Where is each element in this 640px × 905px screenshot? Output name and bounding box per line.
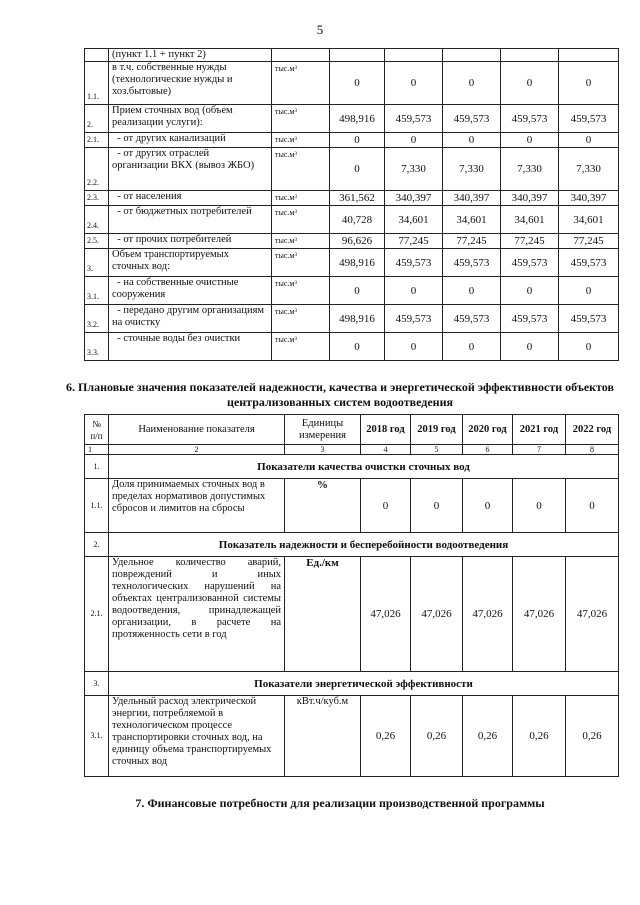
row-number: 2.1. xyxy=(85,557,109,672)
row-unit: тыс.м³ xyxy=(272,148,330,191)
column-index: 5 xyxy=(411,445,463,455)
column-index-row xyxy=(85,445,619,455)
row-value: 0 xyxy=(443,133,501,148)
row-name: - от других отраслей организации ВКХ (вывоз ЖБО) xyxy=(109,148,272,191)
row-value: 77,245 xyxy=(443,234,501,249)
section-title: Показатели качества очистки сточных вод xyxy=(109,455,619,479)
col-header-year: 2018 год xyxy=(361,415,411,445)
row-value: 0 xyxy=(411,479,463,533)
row-number: 1.1. xyxy=(85,479,109,533)
row-value: 34,601 xyxy=(501,206,559,234)
row-value: 0 xyxy=(330,333,385,361)
row-value: 0 xyxy=(501,133,559,148)
row-value: 47,026 xyxy=(566,557,619,672)
row-name: Прием сточных вод (объем реализации услуги): xyxy=(109,105,272,133)
row-value: 0 xyxy=(559,133,619,148)
section-row xyxy=(85,672,619,696)
row-unit: тыс.м³ xyxy=(272,277,330,305)
column-index: 2 xyxy=(109,445,285,455)
row-unit: тыс.м³ xyxy=(272,191,330,206)
row-name: Удельное количество аварий, повреждений и иных технологических нарушений на объектах централизованной системы водоотведения, принадлежащей организации, в расчете на протяженность сети в год xyxy=(109,557,285,672)
row-value: 459,573 xyxy=(501,105,559,133)
row-value: 459,573 xyxy=(443,249,501,277)
row-value: 34,601 xyxy=(559,206,619,234)
row-value: 0 xyxy=(385,333,443,361)
row-value: 0,26 xyxy=(411,696,463,777)
table-row xyxy=(85,191,619,206)
row-number: 2.2. xyxy=(85,148,109,191)
row-value xyxy=(443,49,501,62)
row-value: 459,573 xyxy=(443,305,501,333)
row-value: 0,26 xyxy=(513,696,566,777)
column-index: 7 xyxy=(513,445,566,455)
row-name: - сточные воды без очистки xyxy=(109,333,272,361)
row-value xyxy=(385,49,443,62)
row-number: 2. xyxy=(85,105,109,133)
row-name: в т.ч. собственные нужды (технологические нужды и хоз.бытовые) xyxy=(109,62,272,105)
col-header-name: Наименование показателя xyxy=(109,415,285,445)
table-row xyxy=(85,333,619,361)
column-index: 6 xyxy=(463,445,513,455)
row-value: 0 xyxy=(559,333,619,361)
table-row xyxy=(85,234,619,249)
row-value: 0 xyxy=(443,277,501,305)
section-number: 3. xyxy=(85,672,109,696)
row-value: 0 xyxy=(559,62,619,105)
row-value: 40,728 xyxy=(330,206,385,234)
row-value: 0 xyxy=(330,277,385,305)
table-header-row xyxy=(85,415,619,445)
row-value: 459,573 xyxy=(501,249,559,277)
row-number: 3.1. xyxy=(85,696,109,777)
row-value: 96,626 xyxy=(330,234,385,249)
row-value: 0 xyxy=(385,277,443,305)
row-value: 0 xyxy=(513,479,566,533)
column-index: 1 xyxy=(85,445,109,455)
row-unit: тыс.м³ xyxy=(272,305,330,333)
row-value: 0,26 xyxy=(566,696,619,777)
row-value: 77,245 xyxy=(559,234,619,249)
row-value: 459,573 xyxy=(559,249,619,277)
row-value: 34,601 xyxy=(385,206,443,234)
row-value: 459,573 xyxy=(385,249,443,277)
row-number: 3. xyxy=(85,249,109,277)
row-value: 498,916 xyxy=(330,105,385,133)
row-name: - от бюджетных потребителей xyxy=(109,206,272,234)
row-name: - от населения xyxy=(109,191,272,206)
section-number: 1. xyxy=(85,455,109,479)
col-header-unit: Единицы измерения xyxy=(285,415,361,445)
page-number: 5 xyxy=(316,22,324,37)
row-value: 7,330 xyxy=(559,148,619,191)
row-value: 459,573 xyxy=(501,305,559,333)
section-row xyxy=(85,455,619,479)
indicators-table xyxy=(84,414,619,777)
row-number: 3.2. xyxy=(85,305,109,333)
row-value: 47,026 xyxy=(411,557,463,672)
table-row xyxy=(85,479,619,533)
row-unit: тыс.м³ xyxy=(272,333,330,361)
row-value: 498,916 xyxy=(330,249,385,277)
row-name: (пункт 1.1 + пункт 2) xyxy=(109,49,272,62)
row-number xyxy=(85,49,109,62)
row-value xyxy=(559,49,619,62)
row-value: 47,026 xyxy=(361,557,411,672)
row-name: - от прочих потребителей xyxy=(109,234,272,249)
table-row xyxy=(85,133,619,148)
row-name: Доля принимаемых сточных вод в пределах нормативов допустимых сбросов и лимитов на сбросы xyxy=(109,479,285,533)
section-title: Показатели энергетической эффективности xyxy=(109,672,619,696)
row-value: 7,330 xyxy=(385,148,443,191)
row-value xyxy=(330,49,385,62)
row-name: Объем транспортируемых сточных вод: xyxy=(109,249,272,277)
column-index: 4 xyxy=(361,445,411,455)
row-value: 0 xyxy=(385,62,443,105)
col-header-year: 2020 год xyxy=(463,415,513,445)
row-value: 77,245 xyxy=(501,234,559,249)
row-value: 459,573 xyxy=(443,105,501,133)
wastewater-volumes-table xyxy=(84,48,619,361)
row-number: 2.5. xyxy=(85,234,109,249)
row-name: Удельный расход электрической энергии, потребляемой в технологическом процессе транспортировки сточных вод, на единицу объема транспортируемых сточных вод xyxy=(109,696,285,777)
row-value: 459,573 xyxy=(385,105,443,133)
row-value: 0 xyxy=(385,133,443,148)
row-value: 0 xyxy=(361,479,411,533)
col-header-year: 2022 год xyxy=(566,415,619,445)
row-value: 0 xyxy=(330,62,385,105)
column-index: 3 xyxy=(285,445,361,455)
row-value: 0,26 xyxy=(361,696,411,777)
row-value: 0 xyxy=(330,148,385,191)
row-value: 498,916 xyxy=(330,305,385,333)
section-6-heading: 6. Плановые значения показателей надежности, качества и энергетической эффективности объектов централизованных систем водоотведения xyxy=(66,380,614,409)
row-value: 0 xyxy=(501,277,559,305)
row-number: 3.1. xyxy=(85,277,109,305)
table-row xyxy=(85,105,619,133)
row-value: 0 xyxy=(566,479,619,533)
row-unit: тыс.м³ xyxy=(272,234,330,249)
row-number: 1.1. xyxy=(85,62,109,105)
table-row xyxy=(85,277,619,305)
row-value: 47,026 xyxy=(463,557,513,672)
row-number: 2.1. xyxy=(85,133,109,148)
section-7-heading: 7. Финансовые потребности для реализации производственной программы xyxy=(135,796,545,810)
row-value: 0 xyxy=(330,133,385,148)
row-value: 47,026 xyxy=(513,557,566,672)
row-unit: кВт.ч/куб.м xyxy=(285,696,361,777)
row-value: 340,397 xyxy=(443,191,501,206)
row-number: 2.3. xyxy=(85,191,109,206)
row-value: 0,26 xyxy=(463,696,513,777)
row-value: 0 xyxy=(559,277,619,305)
row-unit: тыс.м³ xyxy=(272,206,330,234)
table-row xyxy=(85,696,619,777)
table-row xyxy=(85,49,619,62)
row-value: 0 xyxy=(443,333,501,361)
row-name: - от других канализаций xyxy=(109,133,272,148)
table-row xyxy=(85,206,619,234)
row-value: 0 xyxy=(501,62,559,105)
row-name: - передано другим организациям на очистку xyxy=(109,305,272,333)
row-name: - на собственные очистные сооружения xyxy=(109,277,272,305)
row-unit: % xyxy=(285,479,361,533)
row-number: 3.3. xyxy=(85,333,109,361)
table-row xyxy=(85,148,619,191)
row-unit: Ед./км xyxy=(285,557,361,672)
row-value: 7,330 xyxy=(501,148,559,191)
table-row xyxy=(85,249,619,277)
row-value: 340,397 xyxy=(385,191,443,206)
col-header-year: 2021 год xyxy=(513,415,566,445)
table-row xyxy=(85,62,619,105)
section-row xyxy=(85,533,619,557)
row-value xyxy=(501,49,559,62)
row-value: 0 xyxy=(501,333,559,361)
row-value: 340,397 xyxy=(501,191,559,206)
row-value: 459,573 xyxy=(385,305,443,333)
row-value: 77,245 xyxy=(385,234,443,249)
row-unit: тыс.м³ xyxy=(272,62,330,105)
section-number: 2. xyxy=(85,533,109,557)
row-unit: тыс.м³ xyxy=(272,105,330,133)
column-index: 8 xyxy=(566,445,619,455)
row-unit: тыс.м³ xyxy=(272,249,330,277)
row-value: 0 xyxy=(443,62,501,105)
row-unit xyxy=(272,49,330,62)
row-value: 459,573 xyxy=(559,305,619,333)
row-value: 7,330 xyxy=(443,148,501,191)
section-title: Показатель надежности и бесперебойности водоотведения xyxy=(109,533,619,557)
col-header-year: 2019 год xyxy=(411,415,463,445)
table-row xyxy=(85,557,619,672)
row-value: 361,562 xyxy=(330,191,385,206)
row-unit: тыс.м³ xyxy=(272,133,330,148)
table-row xyxy=(85,305,619,333)
row-value: 340,397 xyxy=(559,191,619,206)
row-value: 459,573 xyxy=(559,105,619,133)
row-number: 2.4. xyxy=(85,206,109,234)
col-header-number: № п/п xyxy=(85,415,109,445)
row-value: 0 xyxy=(463,479,513,533)
row-value: 34,601 xyxy=(443,206,501,234)
